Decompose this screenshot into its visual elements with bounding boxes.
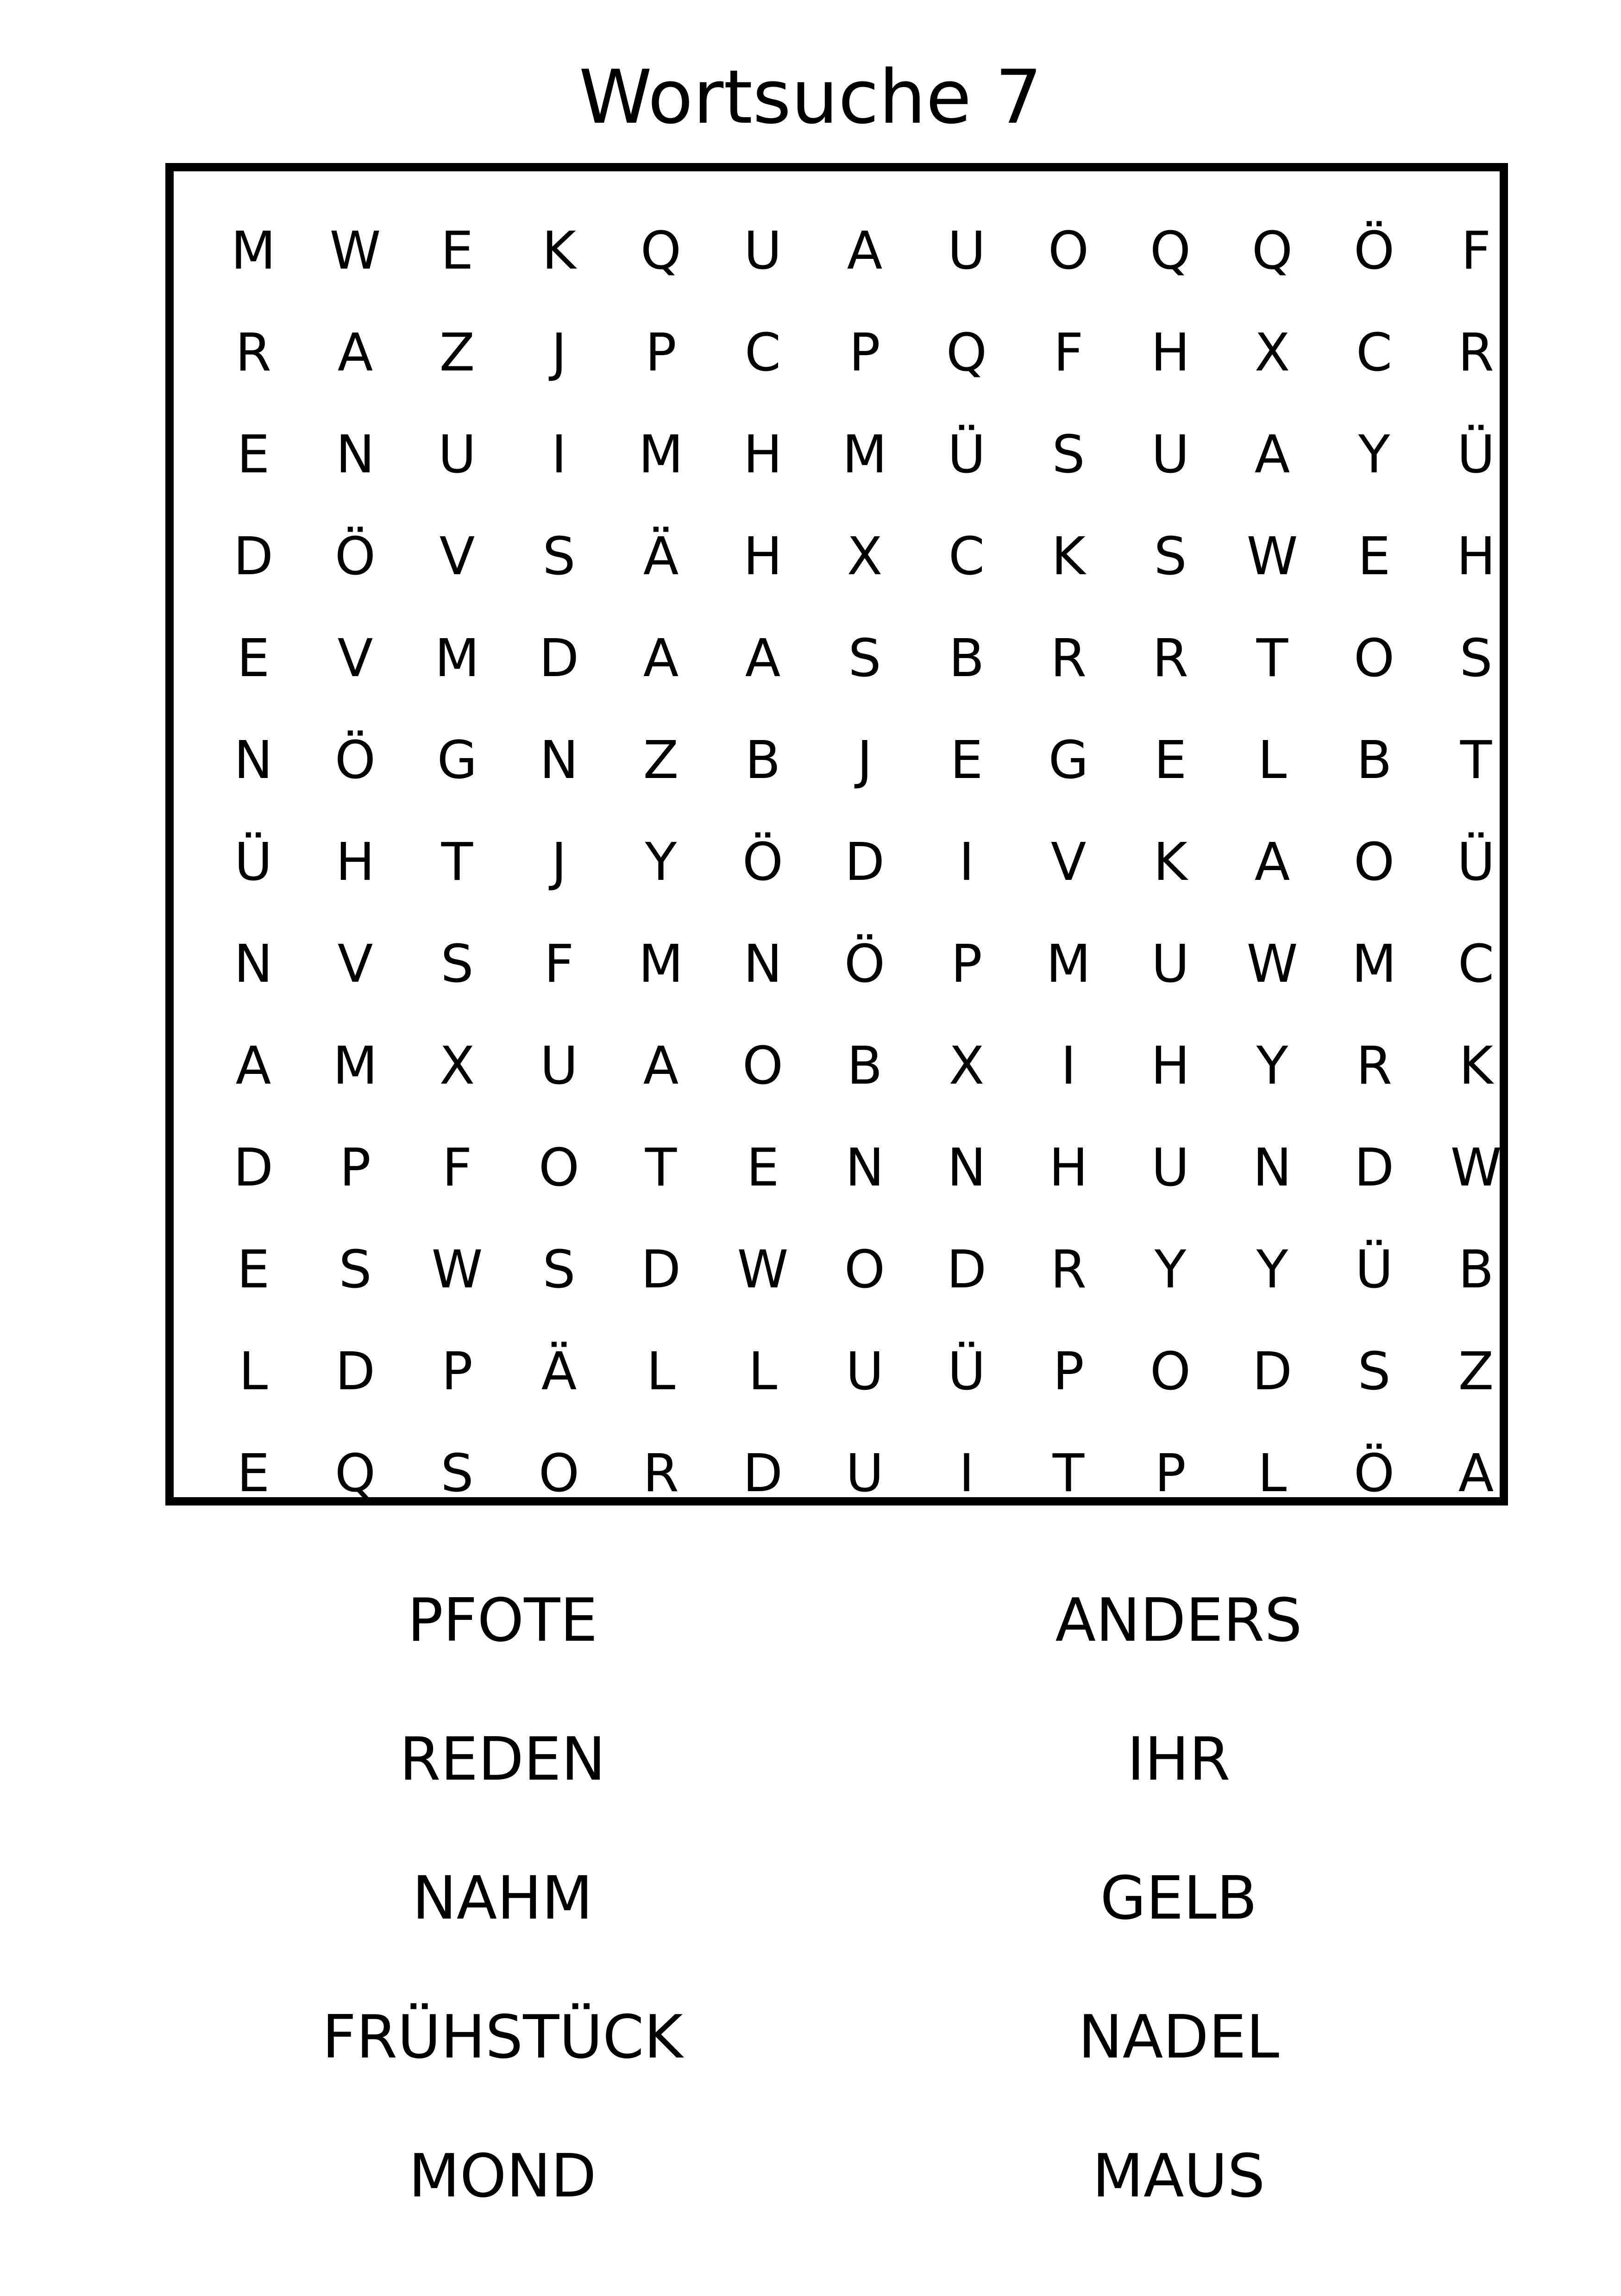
grid-letter: C [948,527,985,587]
grid-letter: P [441,1342,473,1402]
grid-letter: N [845,1138,884,1198]
grid-letter: S [1154,527,1187,587]
word-list-item: GELB [1100,1864,1257,1933]
grid-letter: D [742,1443,783,1504]
grid-letter: T [1460,730,1492,790]
grid-letter: U [1151,1138,1189,1198]
grid-letter: Q [640,221,682,281]
grid-letter: Y [1154,1240,1187,1300]
grid-letter: F [544,934,574,994]
grid-letter: Q [1150,221,1191,281]
grid-letter: C [744,323,781,383]
grid-letter: S [1052,425,1085,485]
grid-letter: H [743,527,783,587]
grid-letter: W [431,1240,483,1300]
grid-letter: K [1153,832,1187,892]
grid-letter: E [746,1138,779,1198]
grid-letter: E [237,425,270,485]
grid-letter: Z [439,323,475,383]
grid-letter: U [540,1036,578,1096]
grid-letter: M [434,628,480,689]
grid-letter: D [641,1240,681,1300]
grid-letter: N [1253,1138,1292,1198]
grid-letter: I [551,425,567,485]
grid-letter: E [1154,730,1187,790]
grid-letter: K [1051,527,1086,587]
grid-letter: U [846,1342,884,1402]
grid-letter: M [842,425,887,485]
grid-letter: Ö [1353,221,1395,281]
grid-letter: P [339,1138,371,1198]
grid-letter: O [538,1443,580,1504]
grid-letter: O [1150,1342,1191,1402]
grid-letter: O [1353,832,1395,892]
grid-letter: W [1246,934,1298,994]
grid-letter: N [234,934,273,994]
grid-letter: N [336,425,375,485]
grid-letter: S [339,1240,372,1300]
grid-letter: O [844,1240,886,1300]
grid-letter: K [1459,1036,1493,1096]
page-title: Wortsuche 7 [578,54,1043,140]
grid-letter: P [951,934,982,994]
grid-letter: N [743,934,782,994]
grid-letter: W [329,221,381,281]
word-list-item: NAHM [412,1864,593,1933]
grid-letter: Ö [1353,1443,1395,1504]
grid-letter: O [538,1138,580,1198]
grid-letter: O [1353,628,1395,689]
grid-letter: A [1254,425,1290,485]
word-list-item: FRÜHSTÜCK [322,2003,683,2072]
grid-letter: S [848,628,881,689]
grid-letter: Ü [234,832,272,892]
grid-letter: D [1252,1342,1293,1402]
grid-letter: U [744,221,782,281]
grid-letter: E [237,1443,270,1504]
grid-letter: M [333,1036,378,1096]
grid-letter: P [849,323,880,383]
grid-letter: M [1351,934,1397,994]
grid-letter: X [847,527,883,587]
grid-letter: B [949,628,985,689]
grid-letter: J [857,730,873,790]
grid-letter: X [439,1036,475,1096]
grid-letter: R [1050,628,1087,689]
grid-letter: D [233,527,274,587]
grid-letter: V [337,934,373,994]
grid-letter: W [737,1240,789,1300]
grid-letter: E [440,221,474,281]
grid-letter: M [1046,934,1091,994]
grid-letter: A [745,628,781,689]
grid-letter: Y [645,832,677,892]
grid-letter: P [1155,1443,1186,1504]
grid-letter: E [237,1240,270,1300]
grid-letter: F [442,1138,472,1198]
grid-letter: V [439,527,475,587]
grid-letter: I [959,832,974,892]
grid-letter: L [1257,730,1287,790]
grid-letter: A [235,1036,271,1096]
grid-letter: T [645,1138,677,1198]
grid-letter: D [1354,1138,1395,1198]
grid-letter: Z [1458,1342,1494,1402]
grid-letter: T [441,832,473,892]
grid-letter: S [542,1240,576,1300]
word-list-item: MAUS [1092,2142,1265,2211]
grid-letter: P [1053,1342,1084,1402]
grid-letter: Ü [1457,832,1495,892]
grid-letter: E [237,628,270,689]
grid-letter: R [1152,628,1188,689]
grid-letter: U [438,425,476,485]
grid-letter: U [846,1443,884,1504]
grid-letter: A [1458,1443,1494,1504]
letter-grid [202,200,1527,1524]
grid-letter: V [337,628,373,689]
grid-letter: D [335,1342,376,1402]
grid-letter: Y [1256,1240,1288,1300]
word-list-item: REDEN [399,1725,606,1794]
grid-letter: I [959,1443,974,1504]
grid-letter: Z [643,730,679,790]
grid-letter: H [1456,527,1496,587]
grid-letter: B [1458,1240,1494,1300]
grid-letter: U [1151,934,1189,994]
grid-letter: Ü [948,1342,986,1402]
grid-letter: S [1459,628,1493,689]
grid-letter: Ö [742,832,784,892]
grid-letter: B [745,730,781,790]
grid-letter: Y [1256,1036,1288,1096]
grid-letter: L [239,1342,268,1402]
grid-letter: S [542,527,576,587]
grid-letter: Ö [334,730,376,790]
grid-letter: A [1254,832,1290,892]
grid-letter: R [235,323,271,383]
grid-letter: L [748,1342,778,1402]
grid-letter: O [742,1036,784,1096]
grid-letter: J [551,832,567,892]
grid-letter: S [440,934,474,994]
grid-letter: H [1150,1036,1190,1096]
grid-letter: F [1461,221,1491,281]
word-list-item: IHR [1127,1725,1231,1794]
grid-letter: H [1150,323,1190,383]
grid-letter: Q [1251,221,1293,281]
grid-letter: A [643,628,679,689]
grid-letter: Ü [948,425,986,485]
grid-letter: Ä [643,527,679,587]
grid-letter: I [1061,1036,1076,1096]
grid-letter: Q [334,1443,376,1504]
grid-letter: U [1151,425,1189,485]
grid-letter: W [1450,1138,1502,1198]
grid-letter: R [643,1443,679,1504]
word-list-item: ANDERS [1055,1586,1302,1655]
grid-letter: N [540,730,578,790]
grid-letter: Ö [334,527,376,587]
grid-letter: V [1050,832,1087,892]
grid-letter: C [1356,323,1393,383]
grid-letter: W [1246,527,1298,587]
grid-letter: E [1357,527,1391,587]
grid-letter: H [335,832,375,892]
grid-letter: R [1458,323,1494,383]
word-list-item: PFOTE [407,1586,598,1655]
grid-letter: Ö [844,934,886,994]
grid-letter: J [551,323,567,383]
grid-letter: A [643,1036,679,1096]
grid-letter: M [231,221,276,281]
grid-letter: D [946,1240,987,1300]
grid-letter: L [646,1342,676,1402]
grid-letter: D [233,1138,274,1198]
grid-letter: P [645,323,677,383]
grid-letter: H [1049,1138,1088,1198]
grid-letter: T [1052,1443,1085,1504]
grid-letter: N [947,1138,986,1198]
grid-letter: Ü [1457,425,1495,485]
grid-letter: R [1050,1240,1087,1300]
grid-letter: M [638,425,684,485]
grid-letter: G [1048,730,1089,790]
grid-letter: S [1357,1342,1391,1402]
grid-letter: F [1053,323,1084,383]
grid-letter: K [542,221,576,281]
grid-letter: Q [946,323,987,383]
grid-letter: N [234,730,273,790]
word-list [0,1575,1621,2269]
grid-letter: Y [1358,425,1390,485]
grid-letter: R [1356,1036,1392,1096]
grid-letter: B [847,1036,883,1096]
grid-letter: D [539,628,579,689]
grid-letter: G [437,730,478,790]
grid-letter: D [844,832,885,892]
word-list-item: MOND [408,2142,597,2211]
grid-letter: A [337,323,373,383]
grid-letter: T [1256,628,1288,689]
grid-letter: B [1356,730,1392,790]
grid-letter: X [1254,323,1290,383]
grid-letter: O [1048,221,1089,281]
grid-letter: Ü [1355,1240,1393,1300]
grid-letter: H [743,425,783,485]
grid-letter: L [1257,1443,1287,1504]
grid-letter: Ä [541,1342,577,1402]
grid-letter: C [1458,934,1495,994]
grid-letter: A [847,221,883,281]
grid-letter: M [638,934,684,994]
word-search-grid-frame [165,163,1508,1506]
grid-letter: X [949,1036,985,1096]
grid-letter: S [440,1443,474,1504]
grid-letter: U [948,221,986,281]
grid-letter: E [950,730,983,790]
word-list-item: NADEL [1078,2003,1280,2072]
